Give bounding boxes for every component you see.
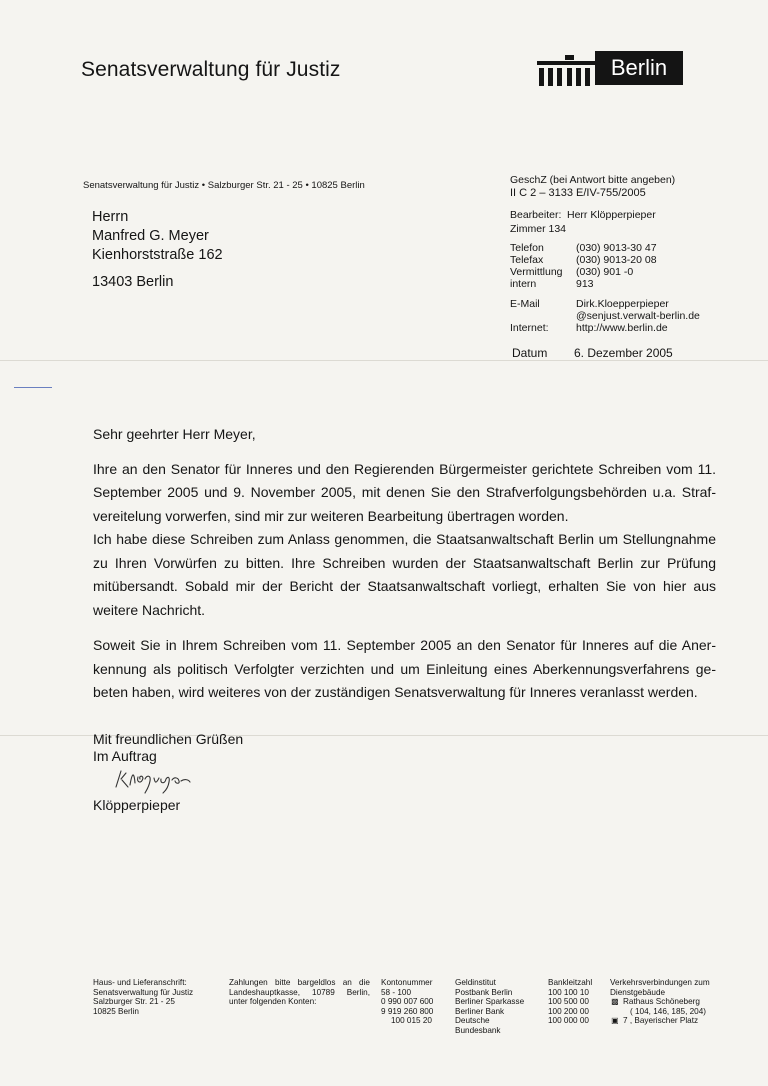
recipient-salutation: Herrn — [92, 209, 129, 225]
letter-paragraph: Soweit Sie in Ihrem Schreiben vom 11. September 2005 an den Senator für Inneres auf die Anerkennung als politisch Verfolgter verzichten und um Einleitung eines Aberkennungsverfahrens gebeten haben, wird weiteres von der zuständigen Senatsverwaltung für Inneres veranlasst werden. — [93, 637, 716, 700]
handwritten-signature — [112, 765, 212, 795]
letter-body — [93, 423, 716, 705]
signer-name: Klöpperpieper — [93, 797, 181, 813]
letter-date — [512, 346, 673, 360]
letter-paragraph: Ihre an den Senator für Inneres und den Regierenden Bürgermeister gerichtete Schreiben vom 11. September 2005 und 9. November 2005, mit denen Sie den Strafverfolgungsbehörden u.a. Strafvereitelung vorwerfen, sind mir zur weiteren Bearbeitung übertragen worden. — [93, 460, 716, 524]
footer-accounts: Kontonummer 58 - 100 0 990 007 600 9 919 260 800 100 015 20 — [381, 978, 434, 1025]
berlin-logo — [537, 51, 683, 94]
footer-payment: Zahlungen bitte bargeldlos an die Landeshauptkasse, 10789 Berlin, unter folgenden Konten: — [229, 978, 370, 1006]
sender-line: Senatsverwaltung für Justiz • Salzburger Str. 21 - 25 • 10825 Berlin — [83, 180, 365, 191]
footer-transport: Verkehrsverbindungen zum Dienstgebäude ▩ Rathaus Schöneberg ( 104, 146, 185, 204) ▣ 7 , Bayerischer Platz — [610, 978, 710, 1025]
recipient-address — [92, 208, 223, 265]
logo-wordmark: Berlin — [595, 51, 683, 85]
letter-greeting: Sehr geehrter Herr Meyer, — [93, 426, 256, 442]
page-title: Senatsverwaltung für Justiz — [81, 58, 341, 81]
letter-paragraph: Ich habe diese Schreiben zum Anlass genommen, die Staatsanwaltschaft Berlin um Stellungnahme zu Ihren Vorwürfen zu bitten. Ihre Schreiben wurden der Staatsanwaltschaft Berlin zur Prüfung mitübersandt. Sobald mir der Bericht der Staatsanwaltschaft vorliegt, erhalten Sie von hier aus weitere Nachricht. — [93, 531, 716, 618]
recipient-city: 13403 Berlin — [92, 274, 174, 290]
recipient-name: Manfred G. Meyer — [92, 228, 209, 244]
fold-mark — [14, 387, 52, 388]
recipient-street: Kienhorststraße 162 — [92, 247, 223, 263]
reference-block — [510, 174, 675, 200]
footer-address: Haus- und Lieferanschrift: Senatsverwaltung für Justiz Salzburger Str. 21 - 25 10825 Berlin — [93, 978, 194, 1016]
reference-label: GeschZ (bei Antwort bitte angeben) — [510, 174, 676, 186]
paper-fold — [0, 360, 768, 361]
ubahn-icon: ▣ — [611, 1016, 619, 1025]
reference-number: II C 2 – 3133 E/IV-755/2005 — [510, 187, 646, 199]
date-label: Datum — [512, 346, 548, 360]
footer-bank-codes: Bankleitzahl 100 100 10 100 500 00 100 200 00 100 000 00 — [548, 978, 593, 1025]
date-value: 6. Dezember 2005 — [574, 346, 673, 360]
bus-icon: ▩ — [611, 997, 619, 1006]
footer-banks: Geldinstitut Postbank Berlin Berliner Sparkasse Berliner Bank Deutsche Bundesbank — [455, 978, 525, 1035]
closing-on-behalf: Im Auftrag — [93, 748, 157, 764]
closing-greeting: Mit freundlichen Grüßen — [93, 731, 244, 747]
letter-closing — [93, 731, 243, 765]
brandenburg-gate-icon — [537, 51, 597, 94]
